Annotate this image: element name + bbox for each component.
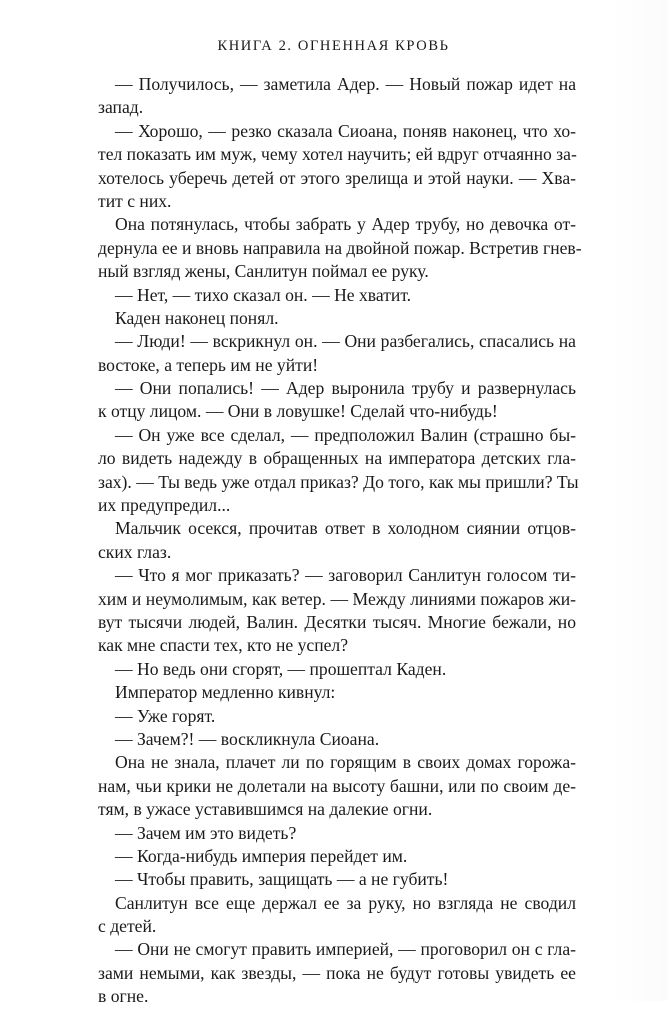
text-line: — Они попались! — Адер выронила трубу и развернулась [115, 378, 576, 399]
text-line: ный взгляд жены, Санлитун поймал ее руку. [98, 261, 429, 282]
text-line: — Зачем им это видеть? [115, 822, 297, 843]
text-line: тел показать им муж, чему хотел научить; ей вдруг отчаянно за- [98, 144, 577, 165]
text-line: с детей. [98, 916, 157, 937]
text-line: — Чтобы править, защищать — а не губить! [115, 869, 449, 890]
text-line: в огне. [98, 986, 149, 1007]
text-line: востоке, а теперь им не уйти! [98, 354, 319, 375]
text-line: как мне спасти тех, кто не успел? [98, 635, 349, 656]
text-line: Каден наконец понял. [115, 307, 279, 328]
text-line: запад. [98, 97, 144, 118]
text-line: вут тысячи людей, Валин. Десятки тысяч. Многие бежали, но [98, 611, 576, 632]
text-line: — Когда-нибудь империя перейдет им. [115, 845, 408, 866]
text-line: — Они не смогут править империей, — проговорил он с гла- [115, 939, 576, 960]
text-line: хим и неумолимым, как ветер. — Между линиями пожаров жи- [98, 588, 576, 609]
text-line: — Что я мог приказать? — заговорил Санлитун голосом ти- [115, 565, 576, 586]
page-edge-shading [607, 0, 667, 1001]
text-line: ских глаз. [98, 541, 172, 562]
text-line: — Нет, — тихо сказал он. — Не хватит. [115, 284, 412, 305]
text-line: зами немыми, как звезды, — пока не будут готовы увидеть ее [98, 962, 576, 983]
text-line: к отцу лицом. — Они в ловушке! Сделай что-нибудь! [98, 401, 498, 422]
body-text [98, 73, 582, 1009]
text-line: Она потянулась, чтобы забрать у Адер трубу, но девочка от- [115, 214, 576, 235]
running-head: КНИГА 2. ОГНЕННАЯ КРОВЬ [217, 38, 450, 54]
text-line: — Зачем?! — воскликнула Сиоана. [115, 728, 380, 749]
text-line: Император медленно кивнул: [115, 682, 336, 703]
text-line: — Но ведь они сгорят, — прошептал Каден. [115, 658, 447, 679]
text-line: тям, в ужасе уставившимся на далекие огни. [98, 799, 433, 820]
text-line: — Хорошо, — резко сказала Сиоана, поняв наконец, что хо- [115, 120, 576, 141]
text-line: — Уже горят. [115, 705, 216, 726]
text-line: тит с них. [98, 190, 172, 211]
text-line: Санлитун все еще держал ее за руку, но взгляда не сводил [115, 892, 576, 913]
text-line: дернула ее и вновь направила на двойной пожар. Встретив гнев- [98, 237, 582, 258]
text-line: — Он уже все сделал, — предположил Валин (страшно бы- [115, 424, 576, 445]
text-line: их предупредил... [98, 495, 231, 516]
text-line: ло видеть надежду в обращенных на императора детских гла- [98, 448, 576, 469]
text-line: зах). — Ты ведь уже отдал приказ? До того, как мы пришли? Ты [98, 471, 579, 492]
text-line: Мальчик осекся, прочитав ответ в холодном сиянии отцов- [115, 518, 576, 539]
text-line: нам, чьи крики не долетали на высоту башни, или по своим де- [98, 775, 576, 796]
text-line: — Получилось, — заметила Адер. — Новый пожар идет на [115, 74, 576, 94]
text-line: хотелось уберечь детей от этого зрелища и этой науки. — Хва- [98, 167, 576, 188]
text-line: — Люди! — вскрикнул он. — Они разбегались, спасались на [115, 331, 576, 352]
text-line: Она не знала, плачет ли по горящим в своих домах горожа- [115, 752, 576, 773]
